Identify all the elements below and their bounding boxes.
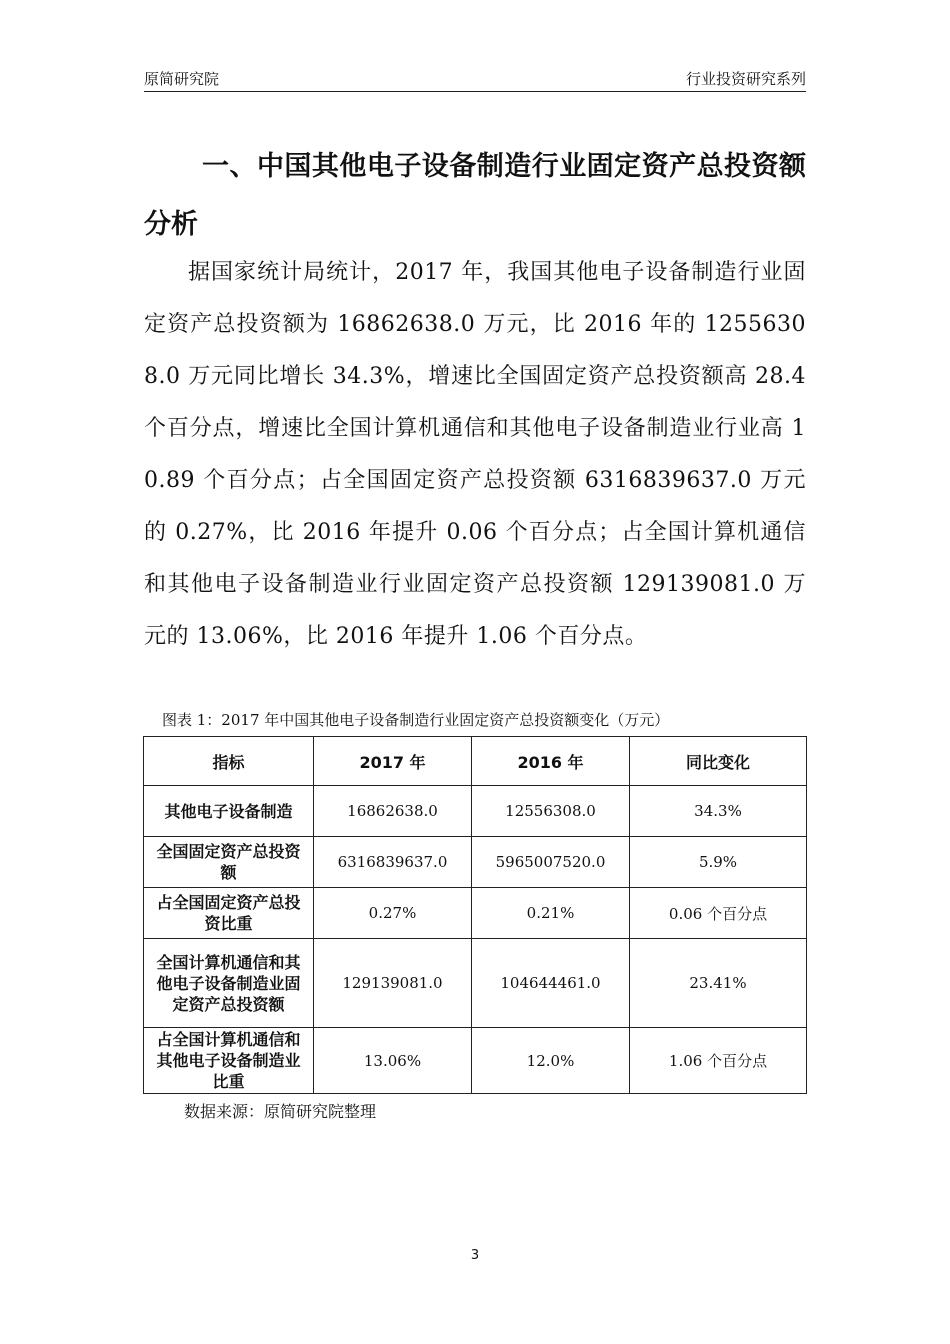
table-header-cell: 指标 xyxy=(144,737,314,786)
header-series-name: 行业投资研究系列 xyxy=(685,70,806,88)
data-source-note: 数据来源：原简研究院整理 xyxy=(184,1102,377,1121)
value-2017: 6316839637.0 xyxy=(314,837,472,888)
investment-table xyxy=(143,736,807,1094)
table-header-cell: 同比变化 xyxy=(630,737,807,786)
table-row xyxy=(144,939,807,1028)
value-yoy-change: 34.3% xyxy=(630,786,807,837)
value-2016: 12.0% xyxy=(472,1028,630,1094)
value-2016: 104644461.0 xyxy=(472,939,630,1028)
row-label: 全国计算机通信和其他电子设备制造业固定资产总投资额 xyxy=(144,939,314,1028)
value-2017: 0.27% xyxy=(314,888,472,939)
value-yoy-change: 23.41% xyxy=(630,939,807,1028)
value-yoy-change: 0.06 个百分点 xyxy=(630,888,807,939)
header-divider xyxy=(144,91,806,92)
section-heading: 一、中国其他电子设备制造行业固定资产总投资额分析 xyxy=(144,151,806,240)
table-caption: 图表 1：2017 年中国其他电子设备制造行业固定资产总投资额变化（万元） xyxy=(162,711,670,729)
header-org-name: 原简研究院 xyxy=(144,70,220,88)
table-row xyxy=(144,837,807,888)
table-row xyxy=(144,888,807,939)
value-yoy-change: 5.9% xyxy=(630,837,807,888)
value-2016: 0.21% xyxy=(472,888,630,939)
row-label: 全国固定资产总投资额 xyxy=(144,837,314,888)
value-2017: 16862638.0 xyxy=(314,786,472,837)
table-row xyxy=(144,1028,807,1094)
table-header-cell: 2016 年 xyxy=(472,737,630,786)
page-number: 3 xyxy=(470,1248,480,1263)
row-label: 占全国固定资产总投资比重 xyxy=(144,888,314,939)
value-2016: 12556308.0 xyxy=(472,786,630,837)
value-2016: 5965007520.0 xyxy=(472,837,630,888)
value-2017: 129139081.0 xyxy=(314,939,472,1028)
table-header-cell: 2017 年 xyxy=(314,737,472,786)
row-label: 占全国计算机通信和其他电子设备制造业比重 xyxy=(144,1028,314,1094)
table-header-row xyxy=(144,737,807,786)
body-paragraph: 据国家统计局统计，2017 年，我国其他电子设备制造行业固定资产总投资额为 16862638.0 万元，比 2016 年的 12556308.0 万元同比增长 34.3%，增速比全国固定资产总投资额高 28.4 个百分点，增速比全国计算机通信和其他电子设备制造业行业高 10.89 个百分点；占全国固定资产总投资额 6316839637.0 万元的 0.27%，比 2016 年提升 0.06 个百分点；占全国计算机通信和其他电子设备制造业行业固定资产总投资额 129139081.0 万元的 13.06%，比 2016 年提升 1.06 个百分点。 xyxy=(144,260,806,649)
value-2017: 13.06% xyxy=(314,1028,472,1094)
table-row xyxy=(144,786,807,837)
page-header xyxy=(144,66,806,92)
row-label: 其他电子设备制造 xyxy=(144,786,314,837)
value-yoy-change: 1.06 个百分点 xyxy=(630,1028,807,1094)
